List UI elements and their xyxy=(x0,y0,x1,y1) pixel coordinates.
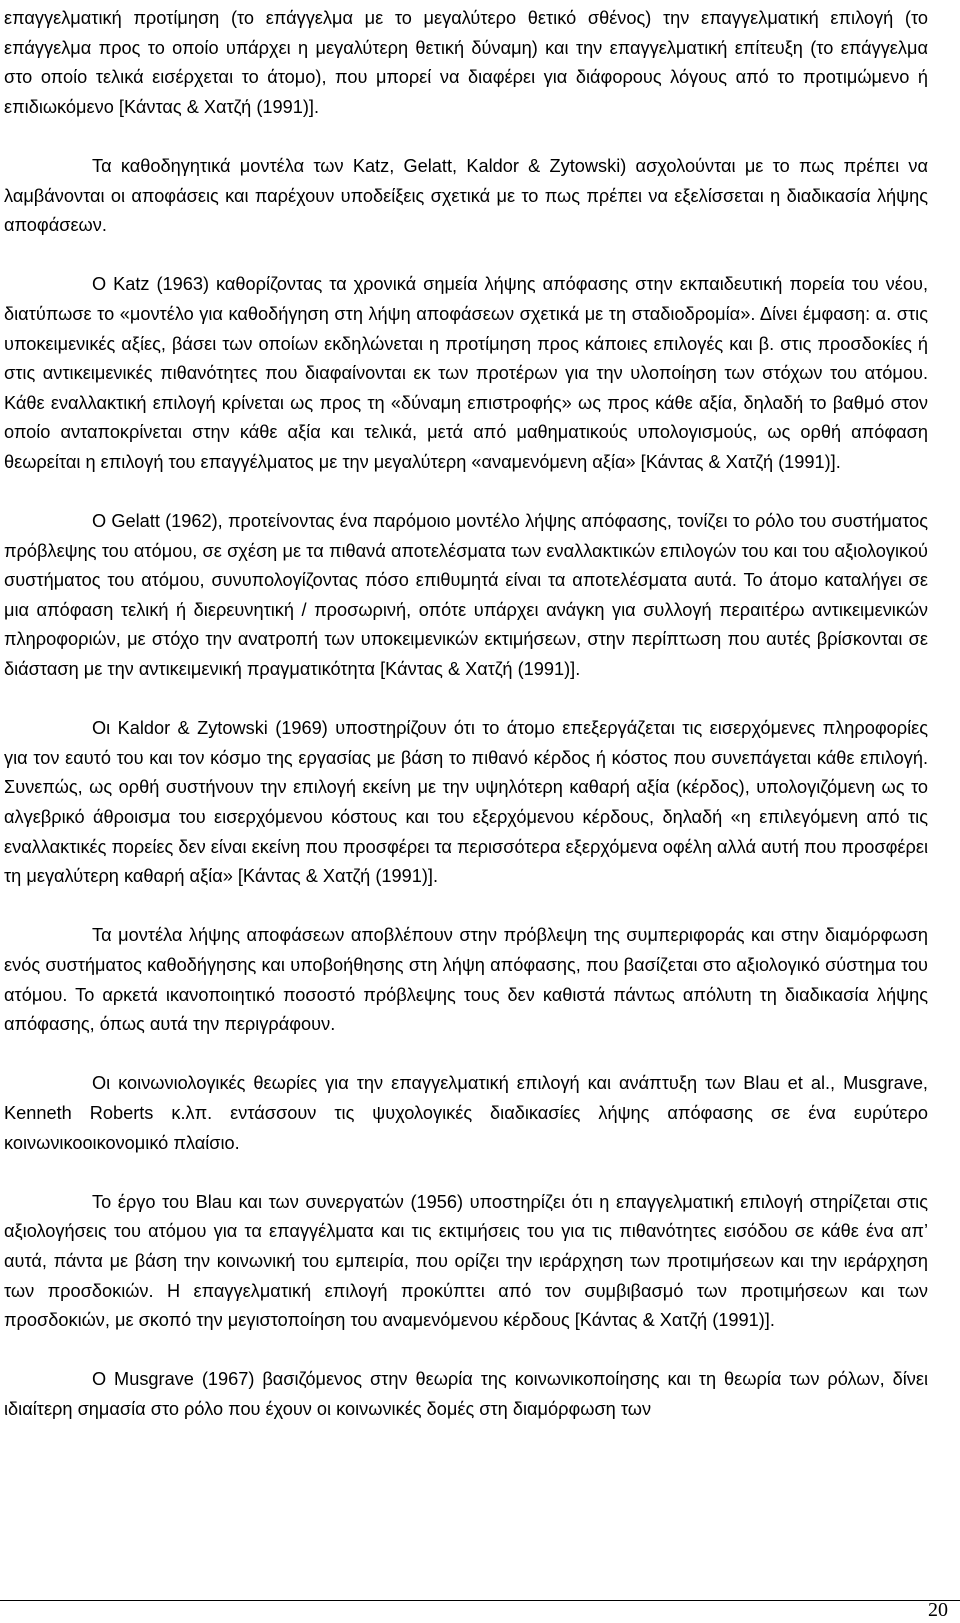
paragraph-katz: Ο Katz (1963) καθορίζοντας τα χρονικά σημεία λήψης απόφασης στην εκπαιδευτική πορεία του νέου, διατύπωσε το «μοντέλο για καθοδήγηση στη λήψη αποφάσεων σχετικά με τη σταδιοδρομία». Δίνει έμφαση: α. στις υποκειμενικές αξίες, βάσει των οποίων εκδηλώνεται η προτίμηση προς κάποιες επιλογές και β. στις προσδοκίες ή στις αντικειμενικές πιθανότητες που διαφαίνονται εκ των προτέρων για την υλοποίηση των στόχων του ατόμου. Κάθε εναλλακτική επιλογή κρίνεται ως προς τη «δύναμη επιστροφής» ως προς κάθε αξία, δηλαδή το βαθμό στον οποίο ανταποκρίνεται στην κάθε αξία και τελικά, μετά από μαθηματικούς υπολογισμούς, ως ορθή απόφαση θεωρείται η επιλογή του επαγγέλματος με την μεγαλύτερη «αναμενόμενη αξία» [Κάντας & Χατζή (1991)]. xyxy=(4,274,928,472)
footer-divider xyxy=(0,1600,960,1601)
paragraph-blau: Το έργο του Blau και των συνεργατών (1956) υποστηρίζει ότι η επαγγελματική επιλογή στηρίζεται στις αξιολογήσεις του ατόμου για τα επαγγέλματα και τις εκτιμήσεις του για τις πιθανότητες εισόδου σε κάθε ένα απ’ αυτά, πάντα με βάση την κοινωνική του εμπειρία, που ορίζει την ιεράρχηση των προτιμήσεων και την ιεράρχηση των προσδοκιών. Η επαγγελματική επιλογή προκύπτει από τον συμβιβασμό των προτιμήσεων και των προσδοκιών, με σκοπό την μεγιστοποίηση του αναμενόμενου κέρδους [Κάντας & Χατζή (1991)]. xyxy=(4,1191,928,1331)
page-number: 20 xyxy=(928,1599,948,1621)
paragraph-continued: επαγγελματική προτίμηση (το επάγγελμα με το μεγαλύτερο θετικό σθένος) την επαγγελματική επιλογή (το επάγγελμα προς το οποίο υπάρχει η μεγαλύτερη θετική δύναμη) και την επαγγελματική επίτευξη (το επάγγελμα στο οποίο τελικά εισέρχεται το άτομο), που μπορεί να διαφέρει για διάφορους λόγους από το προτιμώμενο ή επιδιωκόμενο [Κάντας & Χατζή (1991)]. xyxy=(4,8,928,117)
paragraph-decision-models: Τα μοντέλα λήψης αποφάσεων αποβλέπουν στην πρόβλεψη της συμπεριφοράς και στην διαμόρφωση ενός συστήματος καθοδήγησης και υποβοήθησης στη λήψη απόφασης, που βασίζεται στο αξιολογικό σύστημα του ατόμου. Το αρκετά ικανοποιητικό ποσοστό πρόβλεψης τους δεν καθιστά πάντως απόλυτη τη διαδικασία λήψης απόφασης, όπως αυτά την περιγράφουν. xyxy=(4,925,928,1035)
paragraph-musgrave: Ο Musgrave (1967) βασιζόμενος στην θεωρία της κοινωνικοποίησης και τη θεωρία των ρόλων, δίνει ιδιαίτερη σημασία στο ρόλο που έχουν οι κοινωνικές δομές στη διαμόρφωση των xyxy=(4,1369,928,1419)
body-text xyxy=(4,4,928,1425)
paragraph-gelatt: Ο Gelatt (1962), προτείνοντας ένα παρόμοιο μοντέλο λήψης απόφασης, τονίζει το ρόλο του συστήματος πρόβλεψης του ατόμου, σε σχέση με τα πιθανά αποτελέσματα των εναλλακτικών επιλογών του και του αξιολογικού συστήματος του ατόμου, συνυπολογίζοντας πόσο επιθυμητά είναι τα αποτελέσματα αυτά. Το άτομο καταλήγει σε μια απόφαση τελική ή διερευνητική / προσωρινή, οπότε υπάρχει ανάγκη για συλλογή περαιτέρω αντικειμενικών πληροφοριών, με στόχο την ανατροπή των υποκειμενικών εκτιμήσεων, στην περίπτωση που αυτές βρίσκονται σε διάσταση με την αντικειμενική πραγματικότητα [Κάντας & Χατζή (1991)]. xyxy=(4,511,928,680)
paragraph-sociological-theories: Οι κοινωνιολογικές θεωρίες για την επαγγελματική επιλογή και ανάπτυξη των Blau et al., Musgrave, Kenneth Roberts κ.λπ. εντάσσουν τις ψυχολογικές διαδικασίες λήψης απόφασης σε ένα ευρύτερο κοινωνικοοικονομικό πλαίσιο. xyxy=(4,1073,928,1153)
paragraph-guidance-models: Τα καθοδηγητικά μοντέλα των Katz, Gelatt, Kaldor & Zytowski) ασχολούνται με το πως πρέπει να λαμβάνονται οι αποφάσεις και παρέχουν υποδείξεις σχετικά με το πως πρέπει να εξελίσσεται η διαδικασία λήψης αποφάσεων. xyxy=(4,155,928,236)
paragraph-kaldor-zytowski: Οι Kaldor & Zytowski (1969) υποστηρίζουν ότι το άτομο επεξεργάζεται τις εισερχόμενες πληροφορίες για τον εαυτό του και τον κόσμο της εργασίας με βάση το πιθανό κέρδος ή κόστος που συνεπάγεται κάθε επιλογή. Συνεπώς, ως ορθή συστήνουν την επιλογή εκείνη με την υψηλότερη καθαρή αξία (κέρδος), υπολογιζόμενη ως το αλγεβρικό άθροισμα του εισερχόμενου κόστους και του εξερχόμενου κέρδους, δηλαδή «η επιλεγόμενη από τις εναλλακτικές πορείες δεν είναι εκείνη που προσφέρει τα περισσότερα εξερχόμενα οφέλη αλλά αυτή που προσφέρει τη μεγαλύτερη καθαρή αξία» [Κάντας & Χατζή (1991)]. xyxy=(4,718,928,887)
